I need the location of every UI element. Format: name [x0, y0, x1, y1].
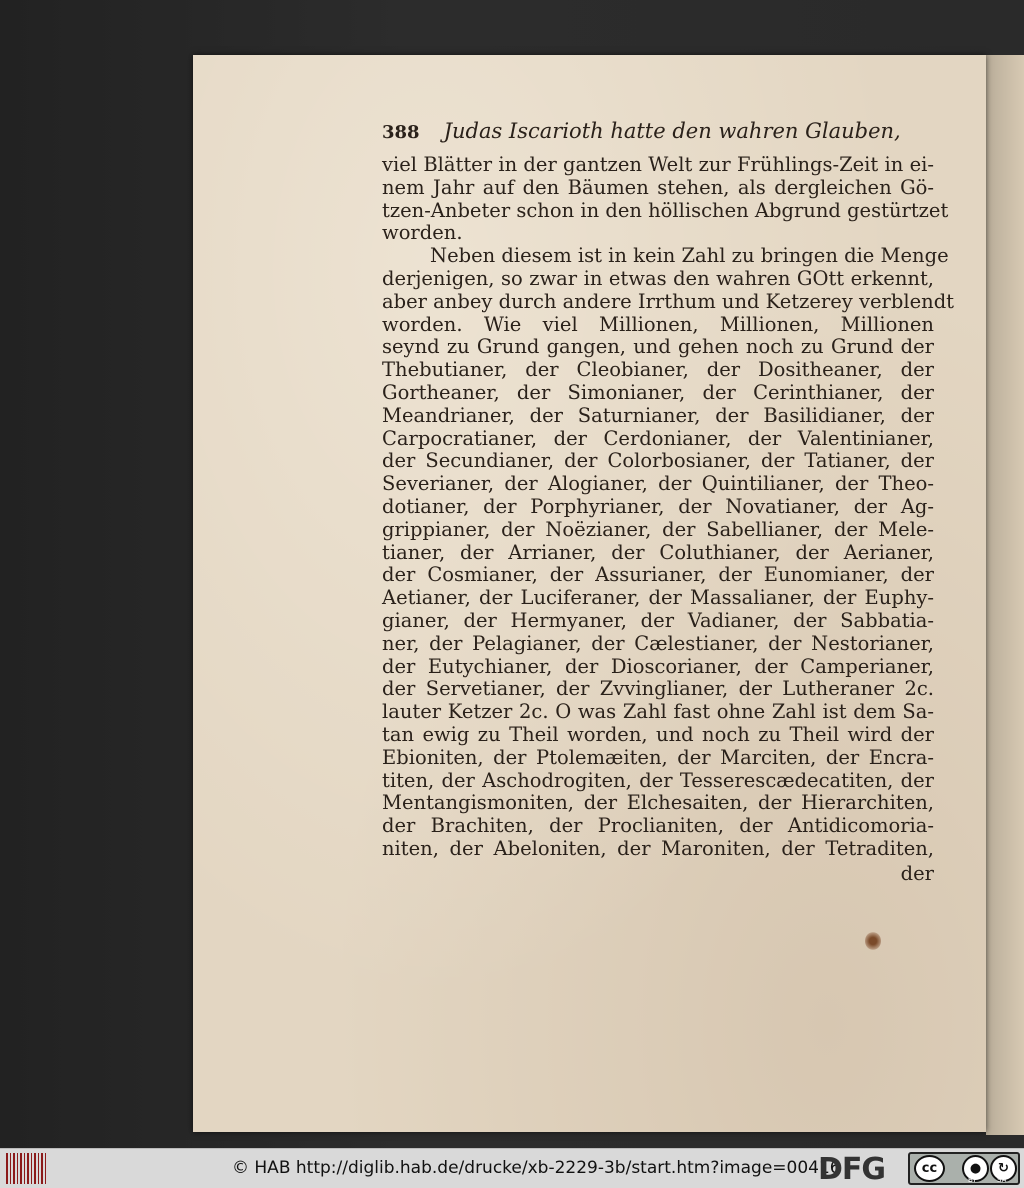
viewer-footer — [0, 1148, 1024, 1188]
copyright-link[interactable]: © HAB http://diglib.hab.de/drucke/xb-2229-3b/start.htm?image=00416 — [232, 1158, 841, 1178]
text-line: lauter Ketzer 2c. O was Zahl fast ohne Zahl ist dem Sa- — [382, 700, 934, 724]
cc-license-badge[interactable] — [908, 1152, 1020, 1185]
text-line: worden. Wie viel Millionen, Millionen, Millionen — [382, 312, 934, 336]
text-line: dotianer, der Porphyrianer, der Novatianer, der Ag- — [382, 494, 934, 518]
by-icon: ● — [962, 1155, 989, 1182]
text-line: aber anbey durch andere Irrthum und Ketzerey verblendt — [382, 289, 955, 313]
text-line: seynd zu Grund gangen, und gehen noch zu Grund der — [382, 335, 934, 359]
by-label: BY — [968, 1176, 977, 1184]
cc-icon: cc — [914, 1155, 945, 1182]
running-head: Judas Iscarioth hatte den wahren Glauben, — [443, 119, 901, 143]
sa-label: SA — [997, 1176, 1007, 1184]
page-number: 388 — [382, 122, 420, 143]
text-line: tzen-Anbeter schon in den höllischen Abgrund gestürtzet — [382, 198, 949, 222]
adjacent-page-edge — [986, 55, 1024, 1135]
text-line: Neben diesem ist in kein Zahl zu bringen die Menge — [430, 244, 949, 268]
text-line: der Eutychianer, der Dioscorianer, der Camperianer, — [382, 654, 934, 678]
text-line: Meandrianer, der Saturnianer, der Basilidianer, der — [382, 403, 934, 427]
text-line: Gortheaner, der Simonianer, der Cerinthianer, der — [382, 380, 934, 404]
text-line: titen, der Aschodrogiten, der Tesserescædecatiten, der — [382, 768, 934, 792]
hab-barcode-icon[interactable] — [6, 1153, 48, 1184]
text-line: Ebioniten, der Ptolemæiten, der Marciten, der Encra- — [382, 745, 934, 769]
text-line: der Cosmianer, der Assurianer, der Eunomianer, der — [382, 563, 934, 587]
text-line: Mentangismoniten, der Elchesaiten, der Hierarchiten, — [382, 791, 934, 815]
body-text — [382, 153, 955, 861]
text-line: Aetianer, der Luciferaner, der Massalianer, der Euphy- — [382, 586, 934, 610]
text-line: Severianer, der Alogianer, der Quintilianer, der Theo- — [382, 472, 934, 496]
text-line: tianer, der Arrianer, der Coluthianer, der Aerianer, — [382, 540, 934, 564]
text-line: der Brachiten, der Proclianiten, der Antidicomoria- — [382, 814, 934, 838]
text-line: nem Jahr auf den Bäumen stehen, als dergleichen Gö- — [382, 175, 934, 199]
sa-icon: ↻ — [990, 1155, 1017, 1182]
text-line: der Secundianer, der Colorbosianer, der Tatianer, der — [382, 449, 934, 473]
text-line: ner, der Pelagianer, der Cælestianer, der Nestorianer, — [382, 631, 934, 655]
text-line: der Servetianer, der Zvvinglianer, der Lutheraner 2c. — [382, 677, 934, 701]
text-line: niten, der Abeloniten, der Maroniten, der Tetraditen, — [382, 836, 934, 860]
text-line: gianer, der Hermyaner, der Vadianer, der Sabbatia- — [382, 608, 934, 632]
text-line: Thebutianer, der Cleobianer, der Dositheaner, der — [382, 358, 934, 382]
paper-stain — [865, 932, 881, 950]
catchword: der — [900, 861, 934, 885]
text-line: derjenigen, so zwar in etwas den wahren GOtt erkennt, — [382, 266, 934, 290]
text-line: grippianer, der Noëzianer, der Sabellianer, der Mele- — [382, 517, 934, 541]
text-line: worden. — [382, 221, 463, 245]
page-header — [382, 118, 934, 146]
page-text — [382, 118, 955, 886]
text-line: viel Blätter in der gantzen Welt zur Frühlings-Zeit in ei- — [382, 153, 934, 176]
text-line: Carpocratianer, der Cerdonianer, der Valentinianer, — [382, 426, 934, 450]
text-line: tan ewig zu Theil worden, und noch zu Theil wird der — [382, 722, 934, 746]
dfg-logo[interactable]: DFG — [818, 1152, 886, 1187]
